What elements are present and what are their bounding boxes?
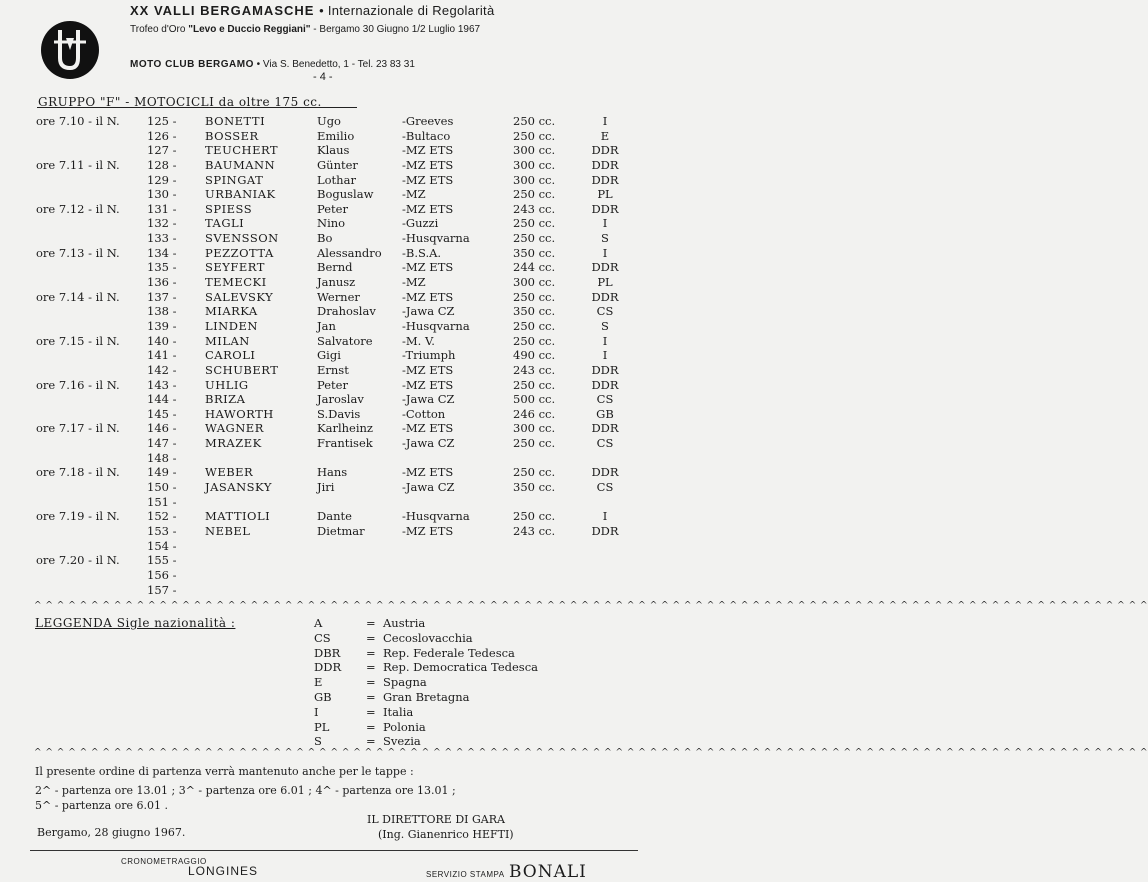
legend-item [0,734,638,749]
entry-row [0,451,638,466]
timing-label: CRONOMETRAGGIO [121,857,207,866]
engine-capacity: 300 cc. [513,172,556,187]
legend-subheading: Sigle nazionalità : [112,616,236,630]
legend-equals: = [366,734,376,749]
rider-first-name: Werner [317,289,360,304]
motorcycle-make: -Jawa CZ [402,480,455,495]
rider-first-name: Emilio [317,128,355,143]
legend-code: E [314,675,323,690]
place-date: Bergamo, 28 giugno 1967. [37,826,186,839]
engine-capacity: 300 cc. [513,421,556,436]
engine-capacity: 246 cc. [513,406,556,421]
rider-number: 141 - [147,348,177,363]
rider-first-name: Gigi [317,348,341,363]
rider-surname: CAROLI [205,348,256,363]
engine-capacity: 250 cc. [513,289,556,304]
legend-country: Polonia [383,719,426,734]
legend-code: I [314,704,319,719]
rider-number: 126 - [147,128,177,143]
club-name: MOTO CLUB BERGAMO [130,59,254,70]
rider-surname: WEBER [205,465,254,480]
rider-first-name: Ernst [317,362,349,377]
entry-row [0,143,638,158]
director-name: (Ing. Gianenrico HEFTI) [378,828,514,841]
separator: ^ ^ ^ ^ ^ ^ ^ ^ ^ ^ ^ ^ ^ ^ ^ ^ ^ ^ ^ ^ ^ ^ ^ ^ ^ ^ ^ ^ ^ ^ ^ ^ ^ ^ ^ ^ ^ ^ ^ ^ ^ ^ ^ ^ ^ ^ ^ ^ ^ ^ ^ ^ ^ ^ ^ ^ ^ ^ ^ ^ ^ ^ ^ ^ ^ ^ ^ ^ ^ ^ ^ ^ ^ ^ ^ ^ ^ ^ ^ ^ ^ ^ ^ ^ ^ ^ ^ ^ ^ ^ ^ ^ ^ ^ ^ ^ ^ ^ [34,601,1148,611]
rider-number: 125 - [147,114,177,128]
engine-capacity: 500 cc. [513,392,556,407]
club-logo [40,20,100,80]
motorcycle-make: -Cotton [402,406,446,421]
rider-surname: BONETTI [205,114,266,128]
start-time: ore 7.17 - il N. [36,421,120,436]
nationality-code: DDR [591,523,619,538]
director-title: IL DIRETTORE DI GARA [367,813,505,826]
legend-equals: = [366,719,376,734]
group-title: GRUPPO "F" - MOTOCICLI da oltre 175 cc. [38,95,322,109]
start-time: ore 7.14 - il N. [36,289,120,304]
nationality-code: I [602,348,608,363]
legend-equals: = [366,616,376,630]
rider-surname: SVENSSON [205,231,279,246]
rider-first-name: Bernd [317,260,353,275]
nationality-code: DDR [591,157,619,172]
rider-surname: JASANSKY [205,480,272,495]
entry-row [0,568,638,583]
trophy-line [130,24,480,35]
engine-capacity: 250 cc. [513,377,556,392]
rider-first-name: Nino [317,216,346,231]
event-subtitle: • Internazionale di Regolarità [319,3,495,18]
start-time: ore 7.20 - il N. [36,553,120,568]
nationality-code: E [600,128,610,143]
entry-row [0,246,638,261]
rider-surname: TAGLI [205,216,245,231]
motorcycle-make: -Husqvarna [402,231,470,246]
rider-number: 135 - [147,260,177,275]
notes-intro: Il presente ordine di partenza verrà mantenuto anche per le tappe : [35,765,414,778]
entry-row [0,187,638,202]
rider-surname: MILAN [205,333,250,348]
entry-row [0,378,638,393]
rider-surname: SPIESS [205,201,253,216]
nationality-code: DDR [591,465,619,480]
rider-number: 152 - [147,509,177,524]
nationality-code: GB [596,406,614,421]
nationality-code: CS [596,392,614,407]
legend-country: Italia [383,704,414,719]
motorcycle-make: -Triumph [402,348,456,363]
nationality-code: DDR [591,362,619,377]
rider-surname: SEYFERT [205,260,265,275]
rider-first-name: Jaroslav [317,392,364,407]
entry-row [0,114,638,129]
rider-number: 140 - [147,333,177,348]
rider-surname: SALEVSKY [205,289,274,304]
rider-number: 153 - [147,523,177,538]
rider-surname: TEUCHERT [205,143,279,158]
rider-surname: MRAZEK [205,436,262,451]
rider-first-name: Boguslaw [317,187,374,202]
nationality-code: S [601,318,609,333]
notes-stages-2: 5^ - partenza ore 6.01 . [35,799,169,812]
legend-equals: = [366,689,376,704]
nationality-code: I [602,509,608,524]
legend-item [0,660,638,675]
nationality-code: I [602,245,608,260]
legend-heading: LEGGENDA [35,616,113,630]
legend-item [0,646,638,661]
engine-capacity: 250 cc. [513,216,556,231]
rider-number: 147 - [147,436,177,451]
engine-capacity: 250 cc. [513,465,556,480]
nationality-code: DDR [591,201,619,216]
legend-item [0,705,638,720]
footer-divider [30,850,638,851]
rider-first-name: Salvatore [317,333,373,348]
entry-row [0,348,638,363]
rider-number: 130 - [147,187,177,202]
entry-row [0,216,638,231]
entry-row [0,524,638,539]
rider-first-name: Alessandro [317,245,382,260]
engine-capacity: 300 cc. [513,143,556,158]
rider-surname: HAWORTH [205,406,274,421]
rider-number: 148 - [147,450,177,465]
rider-first-name: Peter [317,201,348,216]
rider-number: 132 - [147,216,177,231]
club-address: • Via S. Benedetto, 1 - Tel. 23 83 31 [256,59,415,70]
rider-number: 136 - [147,275,177,290]
entry-row [0,392,638,407]
motorcycle-make: -MZ ETS [402,377,454,392]
event-dates: - Bergamo 30 Giugno 1/2 Luglio 1967 [310,24,481,35]
engine-capacity: 350 cc. [513,245,556,260]
engine-capacity: 250 cc. [513,128,556,143]
nationality-code: DDR [591,260,619,275]
legend-item [0,616,638,631]
legend-code: A [314,616,323,630]
print-label: SERVIZIO STAMPA [426,870,505,879]
start-list [0,114,638,597]
engine-capacity: 250 cc. [513,333,556,348]
motorcycle-make: -MZ [402,275,426,290]
rider-first-name: Karlheinz [317,421,373,436]
entry-row [0,363,638,378]
nationality-code: CS [596,304,614,319]
legend-code: DBR [314,645,341,660]
rider-surname: BAUMANN [205,157,276,172]
engine-capacity: 350 cc. [513,480,556,495]
motorcycle-make: -MZ ETS [402,201,454,216]
rider-first-name: Ugo [317,114,341,128]
legend-code: PL [314,719,330,734]
legend-item [0,720,638,735]
rider-number: 138 - [147,304,177,319]
entry-row [0,407,638,422]
rider-first-name: Dante [317,509,352,524]
engine-capacity: 250 cc. [513,318,556,333]
rider-first-name: Jan [317,318,336,333]
rider-first-name: Günter [317,157,358,172]
entry-row [0,509,638,524]
rider-surname: PEZZOTTA [205,245,274,260]
motorcycle-make: -Bultaco [402,128,451,143]
start-time: ore 7.16 - il N. [36,377,120,392]
nationality-code: DDR [591,421,619,436]
legend-country: Cecoslovacchia [383,630,473,645]
legend-equals: = [366,660,376,675]
legend-equals: = [366,675,376,690]
start-time: ore 7.19 - il N. [36,509,120,524]
motorcycle-make: -MZ [402,187,426,202]
rider-number: 143 - [147,377,177,392]
entry-row [0,260,638,275]
motorcycle-make: -MZ ETS [402,143,454,158]
rider-number: 150 - [147,480,177,495]
rider-number: 133 - [147,231,177,246]
rider-number: 144 - [147,392,177,407]
rider-first-name: Klaus [317,143,350,158]
motorcycle-make: -MZ ETS [402,157,454,172]
rider-number: 155 - [147,553,177,568]
rider-number: 131 - [147,201,177,216]
rider-first-name: Dietmar [317,523,365,538]
motorcycle-make: -MZ ETS [402,172,454,187]
motorcycle-make: -Guzzi [402,216,439,231]
legend-equals: = [366,630,376,645]
rider-number: 129 - [147,172,177,187]
entry-row [0,465,638,480]
nationality-code: DDR [591,377,619,392]
motorcycle-make: -Jawa CZ [402,436,455,451]
rider-number: 137 - [147,289,177,304]
rider-first-name: Hans [317,465,348,480]
engine-capacity: 250 cc. [513,436,556,451]
engine-capacity: 243 cc. [513,523,556,538]
entry-row [0,553,638,568]
motorcycle-make: -MZ ETS [402,523,454,538]
event-title [130,3,495,18]
rider-number: 139 - [147,318,177,333]
entry-row [0,583,638,598]
engine-capacity: 243 cc. [513,362,556,377]
rider-surname: TEMECKI [205,275,267,290]
rider-number: 128 - [147,157,177,172]
entry-row [0,202,638,217]
legend-country: Rep. Democratica Tedesca [383,660,538,675]
legend-country: Rep. Federale Tedesca [383,645,515,660]
rider-first-name: Lothar [317,172,356,187]
nationality-code: DDR [591,172,619,187]
rider-number: 157 - [147,582,177,597]
entry-row [0,436,638,451]
nationality-code: DDR [591,143,619,158]
rider-number: 154 - [147,538,177,553]
club-line [130,59,415,70]
rider-surname: SCHUBERT [205,362,279,377]
motorcycle-make: -Husqvarna [402,318,470,333]
rider-surname: SPINGAT [205,172,264,187]
entry-row [0,231,638,246]
rider-number: 149 - [147,465,177,480]
print-brand: BONALI [509,862,587,882]
rider-first-name: Peter [317,377,348,392]
rider-surname: MATTIOLI [205,509,271,524]
motorcycle-make: -MZ ETS [402,289,454,304]
nationality-code: CS [596,480,614,495]
legend-country: Gran Bretagna [383,689,470,704]
notes-stages-1: 2^ - partenza ore 13.01 ; 3^ - partenza ore 6.01 ; 4^ - partenza ore 13.01 ; [35,784,456,797]
nationality-code: I [602,114,608,128]
motorcycle-make: -B.S.A. [402,245,442,260]
rider-first-name: S.Davis [317,406,361,421]
rider-number: 134 - [147,245,177,260]
rider-number: 146 - [147,421,177,436]
nationality-code: PL [597,187,613,202]
start-time: ore 7.11 - il N. [36,157,120,172]
legend-equals: = [366,645,376,660]
motorcycle-make: -MZ ETS [402,362,454,377]
rider-surname: URBANIAK [205,187,276,202]
legend-equals: = [366,704,376,719]
entry-row [0,334,638,349]
legend-country: Spagna [383,675,427,690]
start-time: ore 7.15 - il N. [36,333,120,348]
separator: ^ ^ ^ ^ ^ ^ ^ ^ ^ ^ ^ ^ ^ ^ ^ ^ ^ ^ ^ ^ ^ ^ ^ ^ ^ ^ ^ ^ ^ ^ ^ ^ ^ ^ ^ ^ ^ ^ ^ ^ ^ ^ ^ ^ ^ ^ ^ ^ ^ ^ ^ ^ ^ ^ ^ ^ ^ ^ ^ ^ ^ ^ ^ ^ ^ ^ ^ ^ ^ ^ ^ ^ ^ ^ ^ ^ ^ ^ ^ ^ ^ ^ ^ ^ ^ ^ ^ ^ ^ ^ ^ ^ ^ ^ ^ ^ ^ ^ [34,748,1148,758]
motorcycle-make: -Husqvarna [402,509,470,524]
nationality-code: CS [596,436,614,451]
engine-capacity: 250 cc. [513,187,556,202]
rider-number: 142 - [147,362,177,377]
rider-first-name: Bo [317,231,333,246]
engine-capacity: 243 cc. [513,201,556,216]
nationality-code: S [601,231,609,246]
entry-row [0,290,638,305]
motorcycle-make: -Jawa CZ [402,392,455,407]
start-time: ore 7.10 - il N. [36,114,120,128]
trophy-name: "Levo e Duccio Reggiani" [188,24,311,35]
start-time: ore 7.18 - il N. [36,465,120,480]
start-time: ore 7.12 - il N. [36,201,120,216]
start-time: ore 7.13 - il N. [36,245,120,260]
legend-item [0,675,638,690]
legend-code: S [314,734,322,749]
entry-row [0,158,638,173]
entry-row [0,539,638,554]
entry-row [0,129,638,144]
rider-first-name: Drahoslav [317,304,376,319]
group-title-underline [37,107,357,108]
rider-first-name: Frantisek [317,436,373,451]
rider-surname: BOSSER [205,128,259,143]
legend-code: GB [314,689,332,704]
engine-capacity: 300 cc. [513,157,556,172]
engine-capacity: 250 cc. [513,231,556,246]
legend-item [0,631,638,646]
legend-list [0,616,638,749]
motorcycle-make: -Jawa CZ [402,304,455,319]
engine-capacity: 350 cc. [513,304,556,319]
trophy-label: Trofeo d'Oro [130,24,189,35]
rider-number: 127 - [147,143,177,158]
motorcycle-make: -Greeves [402,114,454,128]
motorcycle-make: -M. V. [402,333,435,348]
nationality-code: DDR [591,289,619,304]
nationality-code: I [602,333,608,348]
engine-capacity: 244 cc. [513,260,556,275]
legend-country: Austria [383,616,426,630]
rider-number: 145 - [147,406,177,421]
entry-row [0,319,638,334]
rider-surname: MIARKA [205,304,258,319]
motorcycle-make: -MZ ETS [402,421,454,436]
rider-number: 151 - [147,494,177,509]
engine-capacity: 250 cc. [513,114,556,128]
timing-brand: LONGINES [188,864,259,878]
engine-capacity: 250 cc. [513,509,556,524]
rider-surname: LINDEN [205,318,258,333]
event-name: XX VALLI BERGAMASCHE [130,3,315,18]
rider-surname: BRIZA [205,392,246,407]
entry-row [0,275,638,290]
entry-row [0,304,638,319]
engine-capacity: 300 cc. [513,275,556,290]
motorcycle-make: -MZ ETS [402,465,454,480]
engine-capacity: 490 cc. [513,348,556,363]
rider-first-name: Jiri [317,480,335,495]
page-number: - 4 - [313,71,333,83]
legend-item [0,690,638,705]
entry-row [0,173,638,188]
rider-number: 156 - [147,567,177,582]
entry-row [0,495,638,510]
legend-code: DDR [314,660,342,675]
rider-surname: WAGNER [205,421,264,436]
rider-first-name: Janusz [317,275,356,290]
entry-row [0,421,638,436]
entry-row [0,480,638,495]
rider-surname: UHLIG [205,377,249,392]
rider-surname: NEBEL [205,523,251,538]
nationality-code: I [602,216,608,231]
legend-country: Svezia [383,734,421,749]
nationality-code: PL [597,275,613,290]
motorcycle-make: -MZ ETS [402,260,454,275]
legend-code: CS [314,630,331,645]
